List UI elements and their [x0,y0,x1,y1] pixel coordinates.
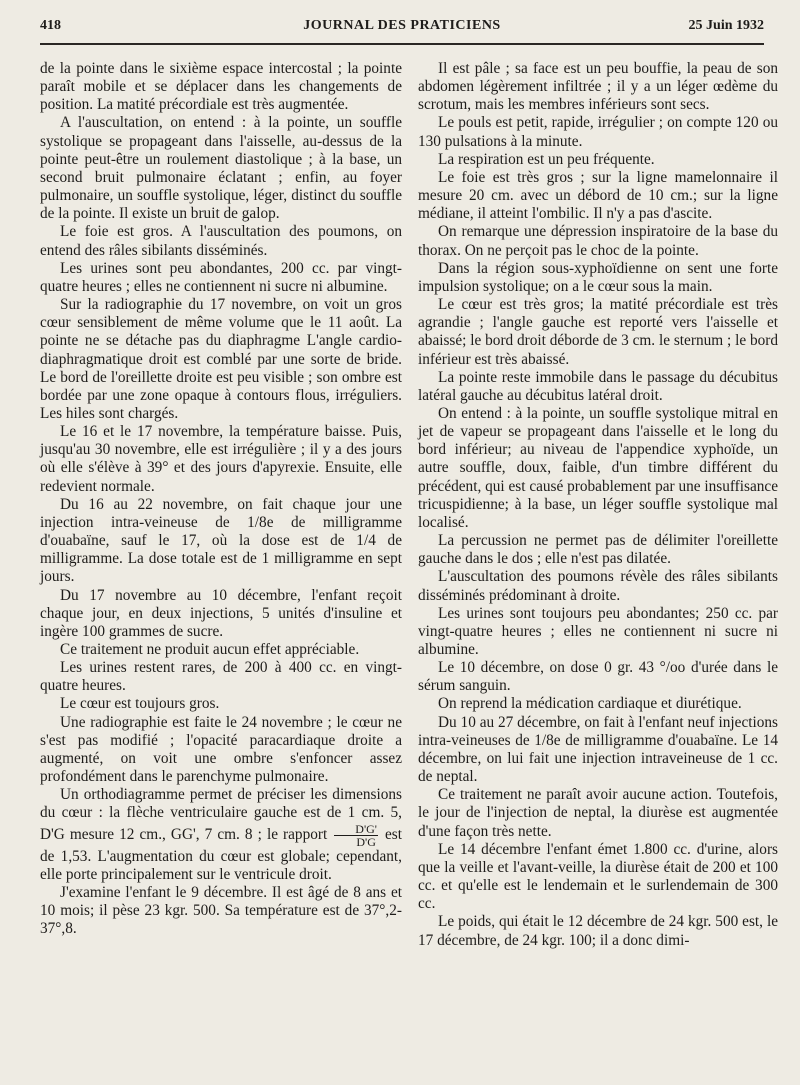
paragraph: Les urines restent rares, de 200 à 400 cc. en vingt-quatre heures. [40,659,402,695]
paragraph: Ce traitement ne paraît avoir aucune action. Toutefois, le jour de l'injection de neptal, la diurèse est augmentée d'une façon très nette. [418,786,778,840]
left-column [40,60,402,938]
paragraph: Le 16 et le 17 novembre, la température baisse. Puis, jusqu'au 30 novembre, elle est irrégulière ; il y a des jours où elle s'élève à 39° et des jours d'apyrexie. Ensuite, elle redevient normale. [40,423,402,495]
paragraph: Le 10 décembre, on dose 0 gr. 43 °/oo d'urée dans le sérum sanguin. [418,659,778,695]
paragraph: Du 16 au 22 novembre, on fait chaque jour une injection intra-veineuse de 1/8e de milligramme d'ouabaïne, sauf le 17, où la dose est de 1/4 de milligramme. La dose totale est de 1 milligramme en sept jours. [40,495,402,586]
paragraph: de la pointe dans le sixième espace intercostal ; la pointe paraît mobile et se déplacer dans les changements de position. La matité précordiale est très augmentée. [40,60,402,114]
paragraph: Le cœur est toujours gros. [60,695,220,713]
page-number: 418 [40,18,61,33]
paragraph: On remarque une dépression inspiratoire de la base du thorax. On ne perçoit pas le choc de la pointe. [418,223,778,259]
ratio-fraction [334,823,378,848]
paragraph: Une radiographie est faite le 24 novembre ; le cœur ne s'est pas modifié ; l'opacité paracardiaque droite a augmenté, on voit une ombre s'enfoncer assez profondément dans le parenchyme pulmonaire. [40,713,402,786]
paragraph: Le 14 décembre l'enfant émet 1.800 cc. d'urine, alors que la veille et l'avant-veille, la diurèse était de 200 et 100 cc. et qu'elle est le lendemain et le surlendemain de 300 cc. [418,840,778,913]
paragraph: Le foie est gros. A l'auscultation des poumons, on entend des râles sibilants disséminés. [40,223,402,259]
running-header [40,18,764,40]
paragraph: La respiration est un peu fréquente. [438,150,655,168]
journal-title: JOURNAL DES PRATICIENS [303,18,501,33]
paragraph: Les urines sont toujours peu abondantes; 250 cc. par vingt-quatre heures ; elles ne contiennent ni sucre ni albumine. [418,604,778,658]
paragraph: Le foie est très gros ; sur la ligne mamelonnaire il mesure 20 cm. avec un débord de 10 cm.; sur la ligne médiane, il atteint l'ombilic. Il n'y a pas d'ascite. [418,168,778,223]
paragraph: L'auscultation des poumons révèle des râles sibilants disséminés prédominant à droite. [418,568,778,604]
paragraph-with-fraction [40,786,402,884]
fraction-numerator: D'G' [334,823,378,836]
paragraph: La pointe reste immobile dans le passage du décubitus latéral gauche au décubitus latéral droit. [418,368,778,404]
paragraph: La percussion ne permet pas de délimiter l'oreillette gauche dans le dos ; elle n'est pas dilatée. [418,532,778,568]
paragraph: Il est pâle ; sa face est un peu bouffie, la peau de son abdomen légèrement infiltrée ; il y a un léger œdème du scrotum, mais les membres inférieurs sont secs. [418,60,778,114]
paragraph: Du 10 au 27 décembre, on fait à l'enfant neuf injections intra-veineuses de 1/8e de milligramme d'ouabaïne. Le 14 décembre, on lui fait une injection intraveineuse de 1 cc. de neptal. [418,713,778,786]
paragraph: Le cœur est très gros; la matité précordiale est très agrandie ; l'angle gauche est reporté vers l'aisselle et abaissé; le bord droit déborde de 3 cm. le sternum ; le bord inférieur est très abaissé. [418,296,778,368]
paragraph: Dans la région sous-xyphoïdienne on sent une forte impulsion systolique; on a le cœur sous la main. [418,259,778,295]
paragraph: J'examine l'enfant le 9 décembre. Il est âgé de 8 ans et 10 mois; il pèse 23 kgr. 500. Sa température est de 37°,2-37°,8. [40,883,402,938]
paragraph: On entend : à la pointe, un souffle systolique mitral en jet de vapeur se propageant dans l'aisselle et le long du bord inférieur; au niveau de l'appendice xyphoïde, un autre souffle, doux, faible, d'un timbre différent du précédent, qui est causé probablement par une insuffisance tricuspidienne; à la base, un léger souffle systolique mal localisé. [418,404,778,531]
paragraph: Le pouls est petit, rapide, irrégulier ; on compte 120 ou 130 pulsations à la minute. [418,114,778,150]
paragraph-text: est de 1,53. L'augmentation du cœur est globale; cependant, elle porte principalement sur le ventricule droit. [40,825,402,883]
header-rule [40,43,764,45]
paragraph-text: Un orthodiagramme permet de préciser les dimensions du cœur : la flèche ventriculaire gauche est de 1 cm. 5, D'G mesure 12 cm., GG', 7 cm. 8 ; le rapport [40,786,402,843]
paragraph: Sur la radiographie du 17 novembre, on voit un gros cœur sensiblement de même volume que le 11 août. La pointe ne se détache pas du diaphragme L'angle cardio-diaphragmatique droit est comblé par une sorte de bride. Le bord de l'oreillette droite est peu visible ; son ombre est bordée par une zone opaque à contours flous, irréguliers. Les hiles sont chargés. [40,296,402,422]
paragraph: On reprend la médication cardiaque et diurétique. [438,695,742,713]
paragraph: Du 17 novembre au 10 décembre, l'enfant reçoit chaque jour, en deux injections, 5 unités d'insuline et ingère 100 grammes de sucre. [40,586,402,640]
issue-date: 25 Juin 1932 [688,18,764,33]
right-column [418,60,778,950]
fraction-denominator: D'G [356,834,376,849]
paragraph: Les urines sont peu abondantes, 200 cc. par vingt-quatre heures ; elles ne contiennent ni sucre ni albumine. [40,259,402,295]
paragraph: Ce traitement ne produit aucun effet appréciable. [60,641,360,658]
paragraph: Le poids, qui était le 12 décembre de 24 kgr. 500 est, le 17 décembre, de 24 kgr. 100; il a donc dimi- [418,913,778,949]
paragraph: A l'auscultation, on entend : à la pointe, un souffle systolique se propageant dans l'aisselle, au-dessus de la pointe peut-être un roulement diastolique ; à la base, un second bruit pulmonaire éclatant ; enfin, au foyer pulmonaire, un souffle systolique, léger, distinct du souffle de la pointe. Il existe un bruit de galop. [40,114,402,223]
